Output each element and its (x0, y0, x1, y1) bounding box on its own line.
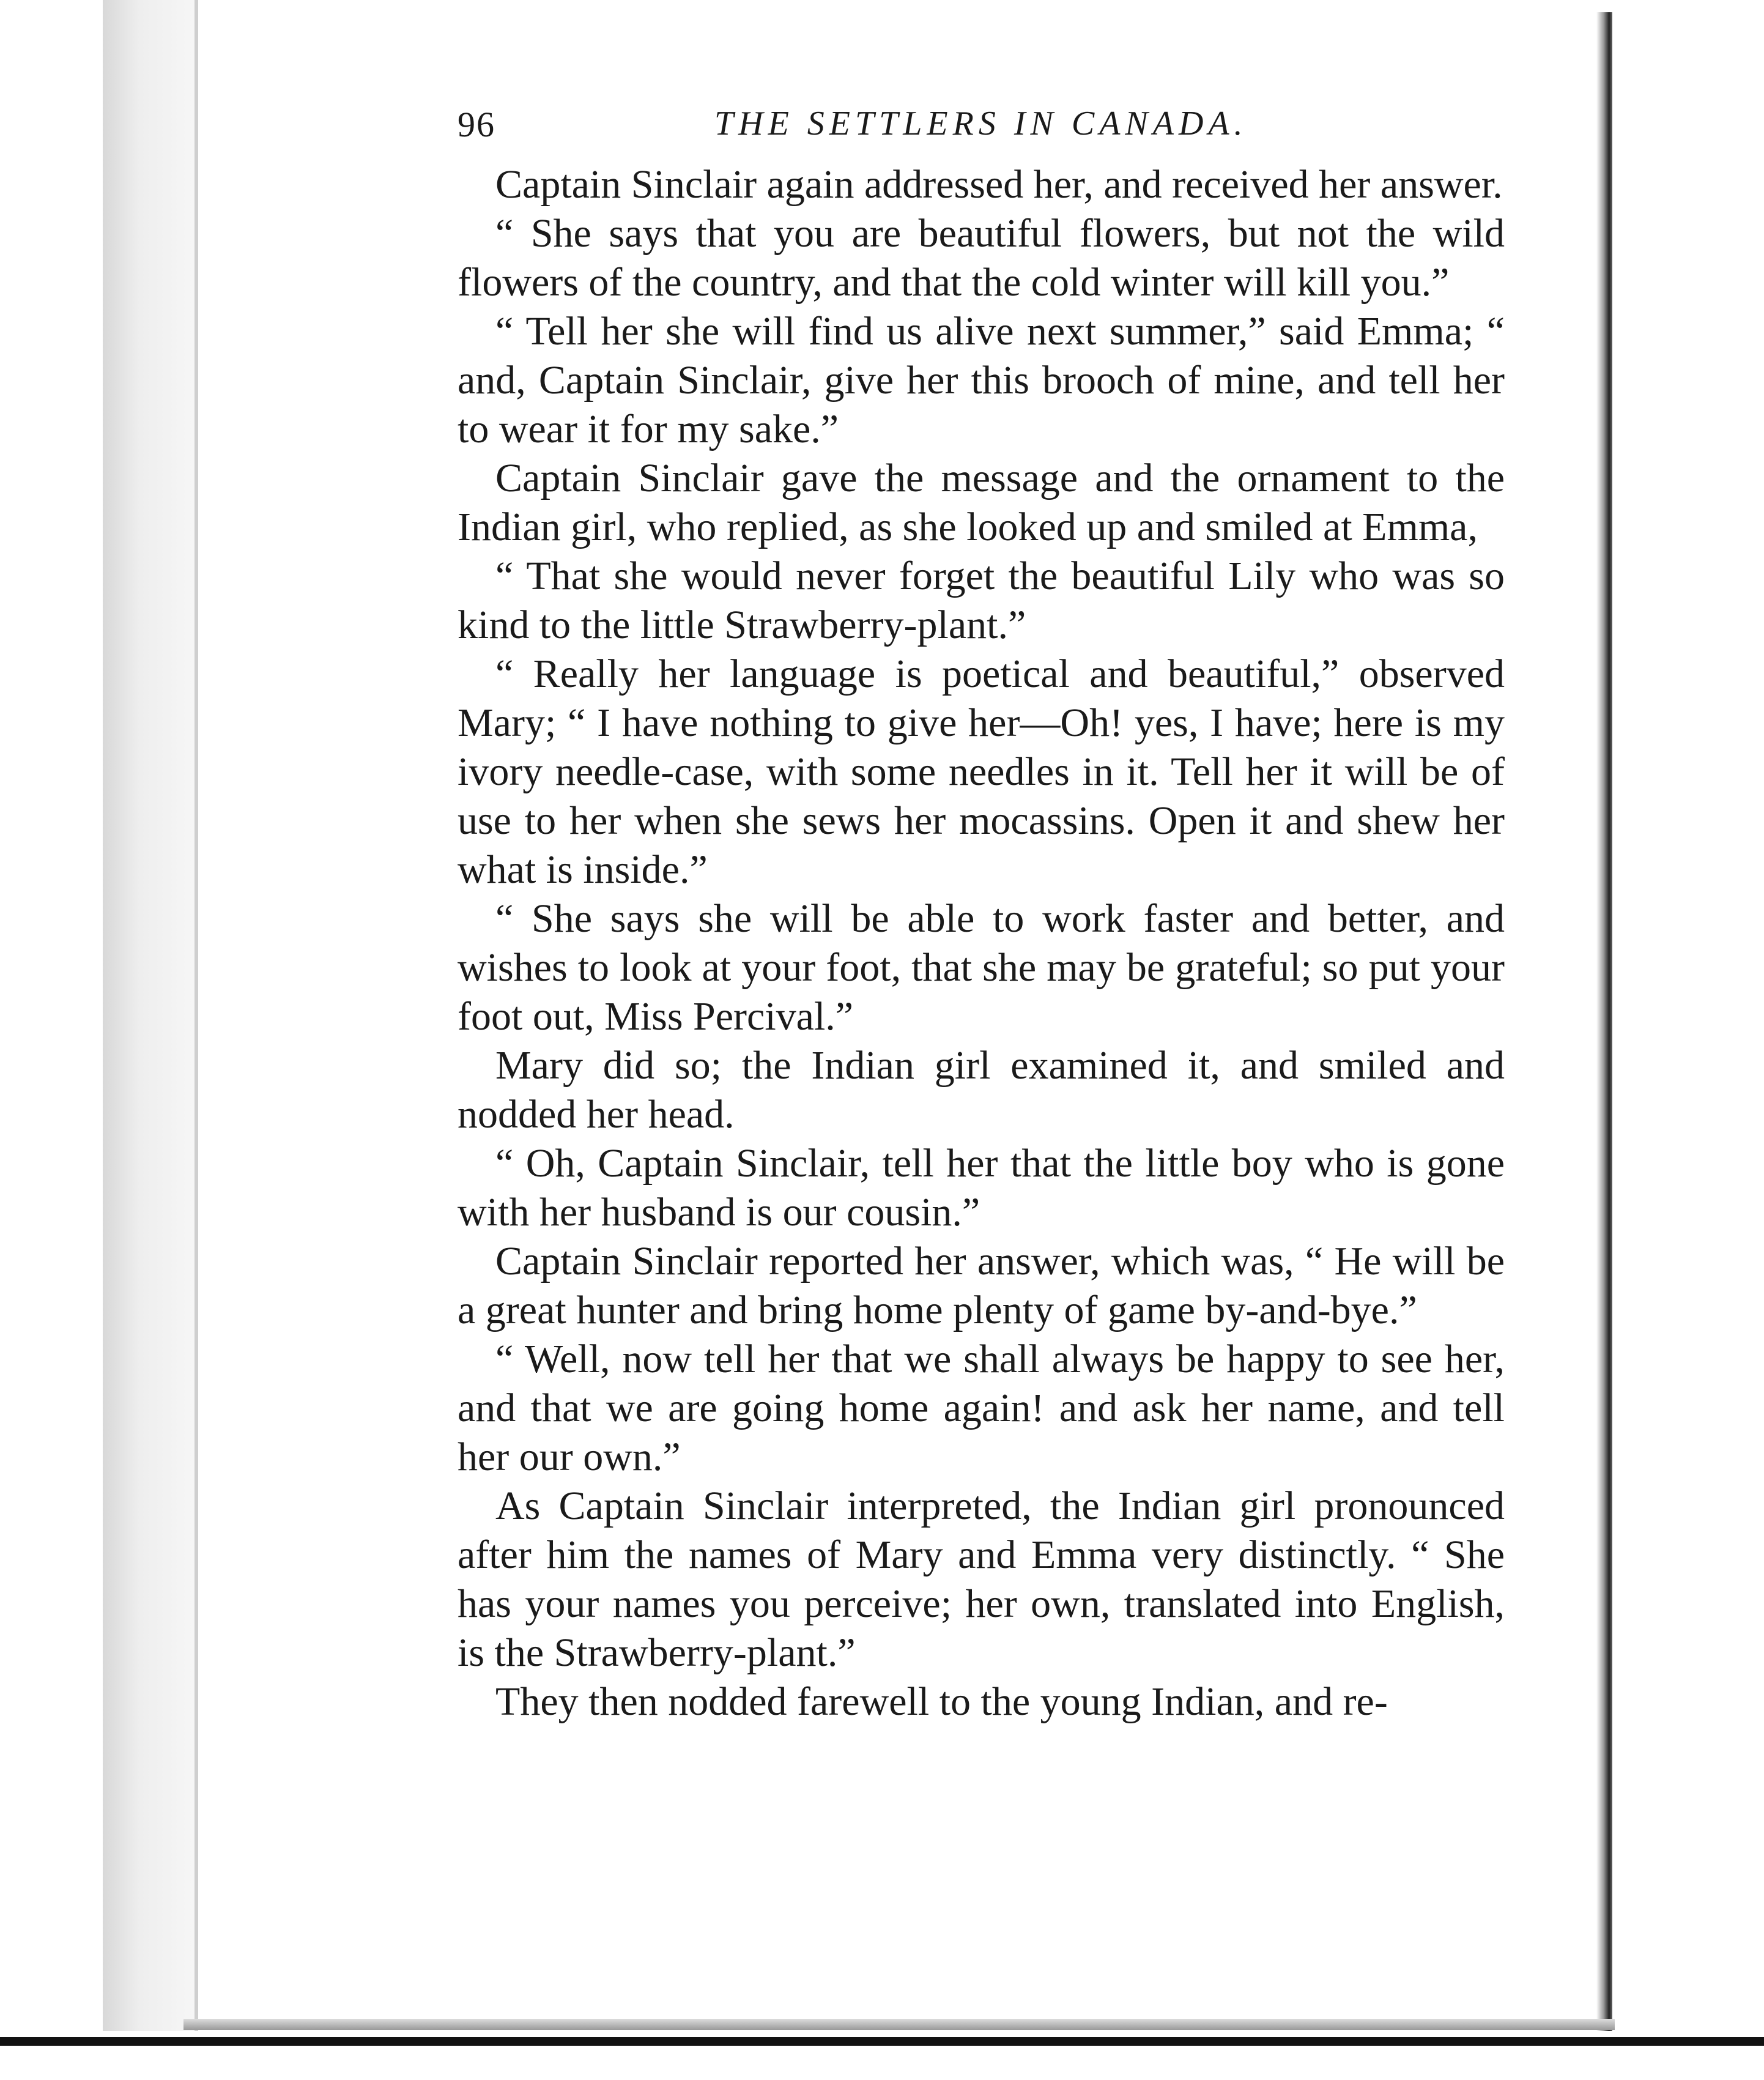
paragraph: “ Oh, Captain Sinclair, tell her that the little boy who is gone with her husband is our cousin.” (458, 1141, 1505, 1235)
scan-page-edge-left (195, 0, 198, 2031)
scan-page-edge-right (1596, 12, 1612, 2031)
book-page (458, 104, 1505, 1726)
paragraph: They then nodded farewell to the young Indian, and re- (495, 1679, 1388, 1724)
paragraph: “ She says she will be able to work faster and better, and wishes to look at your foot, that she may be grateful; so put your foot out, Miss Percival.” (458, 896, 1505, 1039)
body-text (458, 160, 1505, 1726)
running-head (458, 104, 1505, 147)
paragraph: “ She says that you are beautiful flowers, but not the wild flowers of the country, and that the cold winter will kill you.” (458, 211, 1505, 305)
paragraph: Captain Sinclair reported her answer, which was, “ He will be a great hunter and bring home plenty of game by-and-bye.” (458, 1239, 1505, 1332)
paragraph: “ That she would never forget the beautiful Lily who was so kind to the little Strawberry-plant.” (458, 554, 1505, 647)
paragraph: “ Well, now tell her that we shall always be happy to see her, and that we are going home again! and ask her name, and tell her our own.” (458, 1337, 1505, 1479)
paragraph: “ Tell her she will find us alive next summer,” said Emma; “ and, Captain Sinclair, give her this brooch of mine, and tell her to wear it for my sake.” (458, 309, 1505, 451)
scan-border-bottom (0, 2037, 1764, 2046)
page-number: 96 (458, 105, 495, 144)
scan-page-edge-bottom (183, 2019, 1615, 2030)
running-title: THE SETTLERS IN CANADA. (714, 105, 1248, 143)
paragraph: As Captain Sinclair interpreted, the Indian girl pronounced after him the names of Mary and Emma very distinctly. “ She has your names you perceive; her own, translated into English, is the Strawberry-plant.” (458, 1484, 1505, 1675)
paragraph: “ Really her language is poetical and beautiful,” observed Mary; “ I have nothing to give her—Oh! yes, I have; here is my ivory needle-case, with some needles in it. Tell her it will be of use to her when she sews her mocassins. Open it and shew her what is inside.” (458, 652, 1505, 892)
paragraph: Captain Sinclair gave the message and the ornament to the Indian girl, who replied, as she looked up and smiled at Emma, (458, 456, 1505, 549)
paragraph: Mary did so; the Indian girl examined it, and smiled and nodded her head. (458, 1043, 1505, 1137)
scan-page-stack-left (103, 0, 195, 2031)
paragraph: Captain Sinclair again addressed her, and received her answer. (495, 162, 1503, 207)
